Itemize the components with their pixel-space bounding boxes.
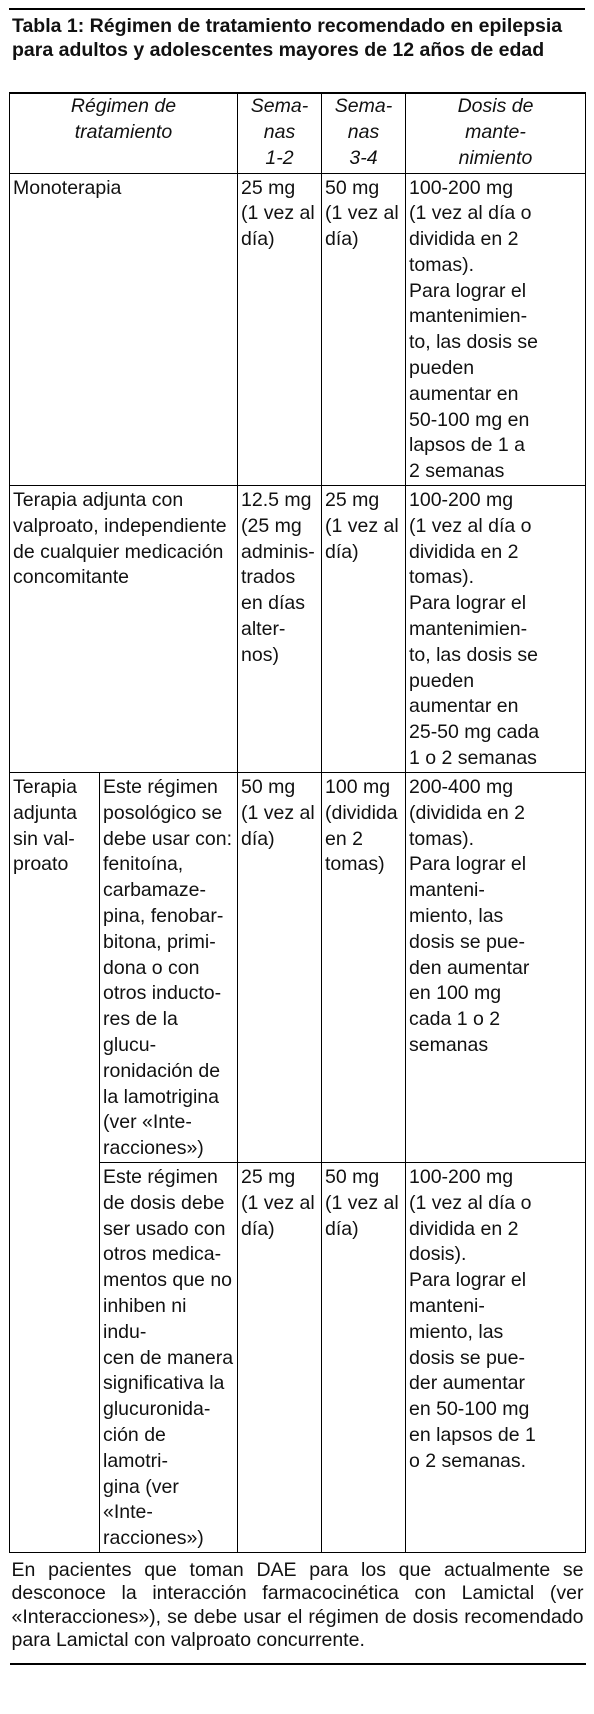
weeks-3-4-cell: 50 mg (1 vez al día) [322, 173, 406, 486]
maintenance-cell: 100-200 mg (1 vez al día o dividida en 2 dosis). Para lograr el manteni- miento, las dosis se pue- der aumentar en 50-100 mg en lapsos de 1 o 2 semanas. [406, 1163, 586, 1553]
maintenance-cell: 100-200 mg (1 vez al día o dividida en 2 tomas). Para lograr el mantenimien- to, las dosis se pueden aumentar en 50-100 mg en lapsos de 1 a 2 semanas [406, 173, 586, 486]
weeks-1-2-cell: 50 mg (1 vez al día) [238, 773, 322, 1163]
maintenance-cell: 200-400 mg (dividida en 2 tomas). Para lograr el manteni- miento, las dosis se pue- den aumentar en 100 mg cada 1 o 2 semanas [406, 773, 586, 1163]
subregimen-cell: Este régimen posológico se debe usar con: fenitoína, carbamaze- pina, fenobar- bitona, primi- dona o con otros inducto- res de la glucu- ronidación de la lamotrigina (ver «Inte- racciones») [100, 773, 238, 1163]
table-row [10, 486, 586, 773]
table-row [10, 173, 586, 486]
regimen-cell: Terapia adjunta sin val- proato [10, 773, 100, 1553]
weeks-3-4-cell: 50 mg (1 vez al día) [322, 1163, 406, 1553]
table-title: Tabla 1: Régimen de tratamiento recomendado en epilepsia para adultos y adolescentes mayores de 12 años de edad [9, 8, 585, 92]
table-row [10, 773, 586, 1163]
regimen-cell: Monoterapia [10, 173, 238, 486]
header-weeks-1-2: Sema- nas 1-2 [238, 93, 322, 173]
weeks-3-4-cell: 100 mg (dividida en 2 tomas) [322, 773, 406, 1163]
weeks-1-2-cell: 25 mg (1 vez al día) [238, 173, 322, 486]
header-weeks-3-4: Sema- nas 3-4 [322, 93, 406, 173]
weeks-1-2-cell: 12.5 mg (25 mg adminis- trados en días alter- nos) [238, 486, 322, 773]
document-page [9, 8, 585, 1665]
regimen-cell: Terapia adjunta con valproato, independiente de cualquier medicación concomitante [10, 486, 238, 773]
weeks-3-4-cell: 25 mg (1 vez al día) [322, 486, 406, 773]
subregimen-cell: Este régimen de dosis debe ser usado con otros medica- mentos que no inhiben ni indu- cen de manera significativa la glucuronida- ción de lamotri- gina (ver «Inte- racciones») [100, 1163, 238, 1553]
header-row [10, 93, 586, 173]
header-maintenance: Dosis de mante- nimiento [406, 93, 586, 173]
header-regimen: Régimen de tratamiento [10, 93, 238, 173]
weeks-1-2-cell: 25 mg (1 vez al día) [238, 1163, 322, 1553]
maintenance-cell: 100-200 mg (1 vez al día o dividida en 2 tomas). Para lograr el mantenimien- to, las dosis se pueden aumentar en 25-50 mg cada 1 o 2 semanas [406, 486, 586, 773]
footnote: En pacientes que toman DAE para los que actualmente se desconoce la interacción farmacocinética con Lamictal (ver «Interacciones»), se debe usar el régimen de dosis recomendado para Lamictal con valproato concurrente. [10, 1552, 586, 1664]
dosage-table [9, 92, 586, 1665]
footnote-row [10, 1552, 586, 1664]
